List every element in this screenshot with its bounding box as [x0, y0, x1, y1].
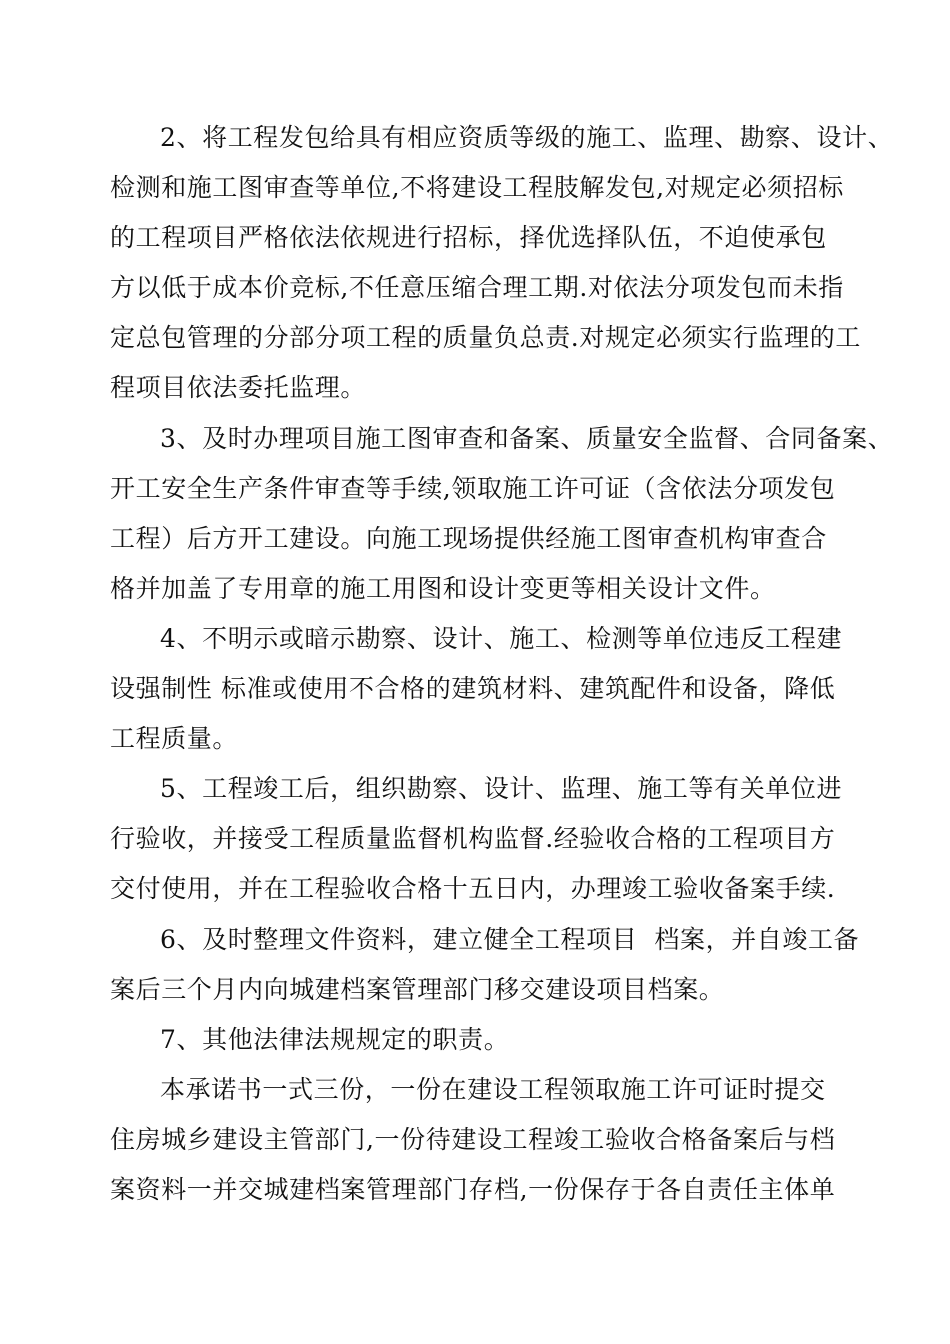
text-line: 的工程项目严格依法依规进行招标，择优选择队伍，不迫使承包 — [110, 223, 827, 253]
text-line: 行验收，并接受工程质量监督机构监督.经验收合格的工程项目方 — [110, 824, 836, 854]
text-line: 方以低于成本价竞标,不任意压缩合理工期.对依法分项发包而未指 — [110, 273, 844, 303]
text-line: 4、不明示或暗示勘察、设计、施工、检测等单位违反工程建 — [160, 623, 843, 653]
text-line: 案后三个月内向城建档案管理部门移交建设项目档案。 — [110, 974, 725, 1004]
text-line: 本承诺书一式三份，一份在建设工程领取施工许可证时提交 — [160, 1074, 826, 1104]
paragraph-item-4 — [110, 614, 850, 764]
text-line: 3、及时办理项目施工图审查和备案、质量安全监督、合同备案、 — [160, 423, 894, 453]
text-line: 5、工程竣工后，组织勘察、设计、监理、施工等有关单位进 — [160, 774, 843, 804]
paragraph-item-5 — [110, 764, 850, 914]
paragraph-item-3 — [110, 414, 894, 614]
text-line: 设强制性 标准或使用不合格的建筑材料、建筑配件和设备，降低 — [110, 674, 836, 704]
paragraph-item-2 — [110, 113, 894, 414]
text-line: 住房城乡建设主管部门,一份待建设工程竣工验收合格备案后与档 — [110, 1124, 836, 1154]
text-line: 定总包管理的分部分项工程的质量负总责.对规定必须实行监理的工 — [110, 323, 861, 353]
text-line: 交付使用，并在工程验收合格十五日内，办理竣工验收备案手续. — [110, 874, 836, 904]
paragraph-item-6 — [110, 915, 860, 1015]
text-line: 2、将工程发包给具有相应资质等级的施工、监理、勘察、设计、 — [160, 123, 894, 152]
text-line: 工程）后方开工建设。向施工现场提供经施工图审查机构审查合 — [110, 523, 827, 553]
text-line: 格并加盖了专用章的施工用图和设计变更等相关设计文件。 — [110, 573, 776, 603]
text-line: 7、其他法律法规规定的职责。 — [160, 1024, 510, 1054]
text-line: 案资料一并交城建档案管理部门存档,一份保存于各自责任主体单 — [110, 1174, 836, 1204]
text-line: 检测和施工图审查等单位,不将建设工程肢解发包,对规定必须招标 — [110, 173, 844, 203]
paragraph-closing — [110, 1065, 850, 1215]
text-line: 程项目依法委托监理。 — [110, 373, 367, 403]
paragraph-item-7 — [110, 1015, 850, 1065]
document-page — [110, 113, 894, 1215]
text-line: 6、及时整理文件资料，建立健全工程项目 档案，并自竣工备 — [160, 924, 860, 954]
text-line: 工程质量。 — [110, 724, 239, 754]
text-line: 开工安全生产条件审查等手续,领取施工许可证（含依法分项发包 — [110, 473, 836, 503]
